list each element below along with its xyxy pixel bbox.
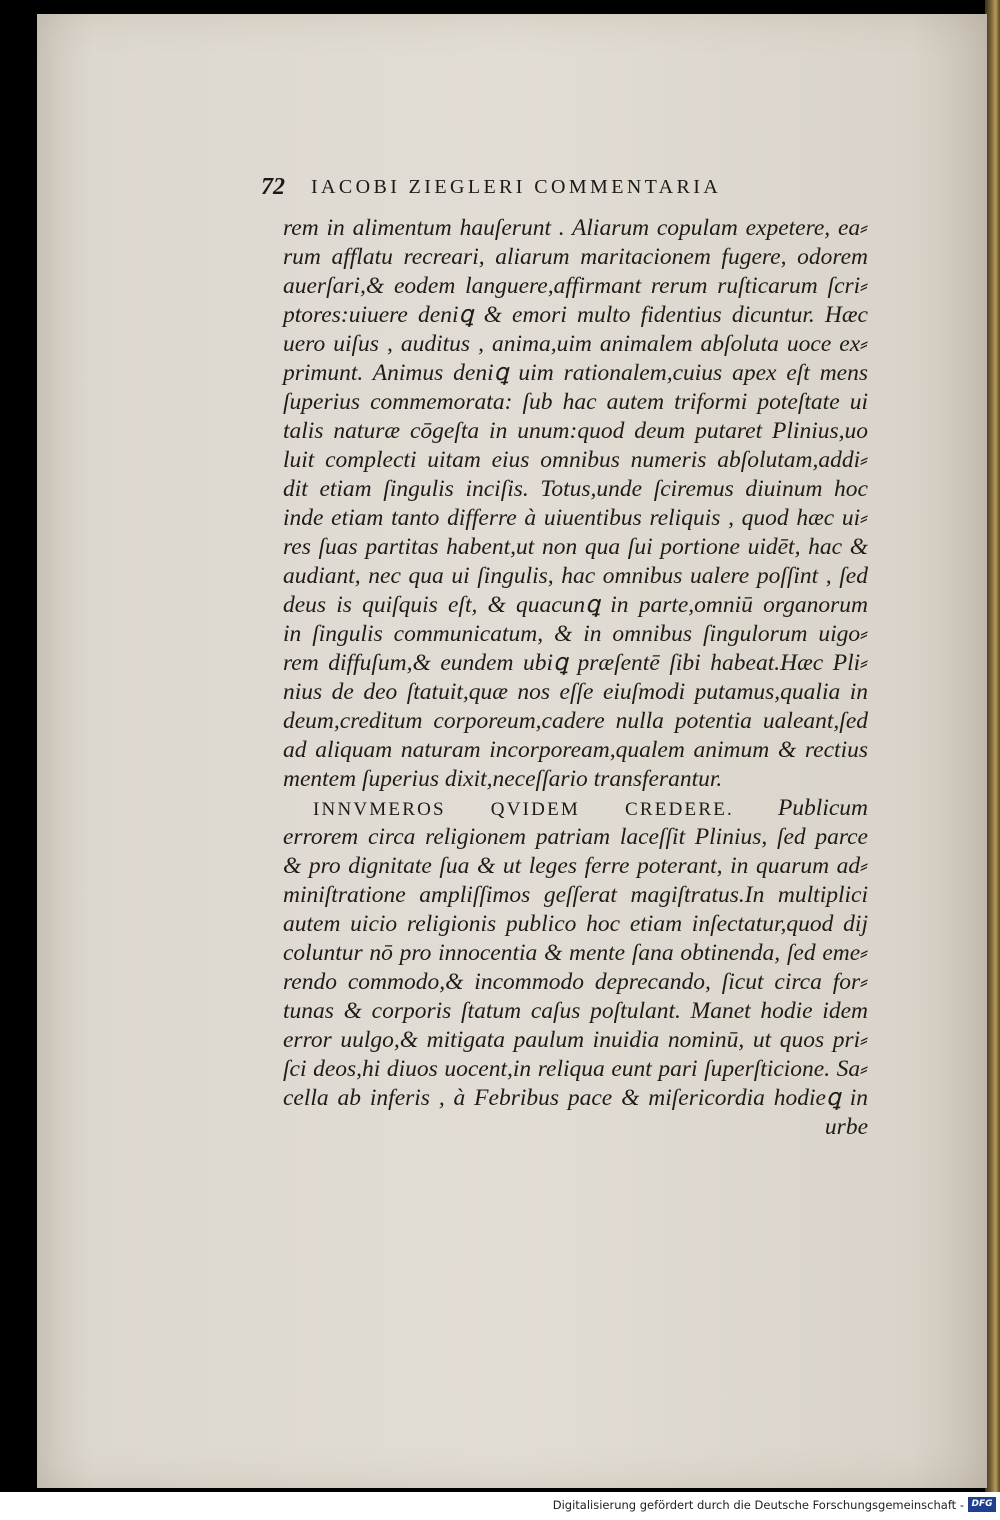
- text-line: ſuperius commemorata: ſub hac autem triformi poteſtate ui: [283, 389, 868, 415]
- text-line: tunas & corporis ſtatum caſus poſtulant. Manet hodie idem: [283, 998, 868, 1024]
- text-line: luit complecti uitam eius omnibus numeris abſolutam,addi⸗: [283, 447, 868, 473]
- text-line: rendo commodo,& incommodo deprecando, ſicut circa for⸗: [283, 969, 868, 995]
- page-number: 72: [261, 174, 285, 200]
- text-line: errorem circa religionem patriam laceſſit Plinius, ſed parce: [283, 824, 868, 850]
- text-line: auerſari,& eodem languere,affirmant rerum ruſticarum ſcri⸗: [283, 273, 868, 299]
- text-line: rem in alimentum hauſerunt . Aliarum copulam expetere, ea⸗: [283, 215, 868, 241]
- page-header: [261, 174, 881, 204]
- text-line: ſci deos,hi diuos uocent,in reliqua eunt pari ſuperſticione. Sa⸗: [283, 1056, 868, 1082]
- text-line: rem diffuſum,& eundem ubiꝗ præſentē ſibi habeat.Hæc Pli⸗: [283, 650, 868, 676]
- lemma-continuation: Publicum: [777, 795, 869, 821]
- text-line: deum,creditum corporeum,cadere nulla potentia ualeant,ſed: [283, 708, 868, 734]
- text-line: rum afflatu recreari, aliarum maritacionem fugere, odorem: [283, 244, 868, 270]
- text-line: & pro dignitate ſua & ut leges ferre poterant, in quarum ad⸗: [283, 853, 868, 879]
- text-line: nius de deo ſtatuit,quæ nos eſſe eiuſmodi putamus,qualia in: [283, 679, 868, 705]
- text-line: dit etiam ſingulis inciſis. Totus,unde ſciremus diuinum hoc: [283, 476, 868, 502]
- text-line: audiant, nec qua ui ſingulis, hac omnibus ualere poſſint , ſed: [283, 563, 868, 589]
- text-line: uero uiſus , auditus , anima,uim animalem abſoluta uoce ex⸗: [283, 331, 868, 357]
- text-line: res ſuas partitas habent,ut non qua ſui portione uidēt, hac &: [283, 534, 868, 560]
- funding-credit: Digitalisierung gefördert durch die Deutsche Forschungsgemeinschaft -: [552, 1498, 964, 1512]
- dfg-logo: DFG: [968, 1497, 996, 1512]
- paragraph-opening-line: [283, 794, 868, 823]
- text-line: inde etiam tanto differre à uiuentibus reliquis , quod hæc ui⸗: [283, 505, 868, 531]
- digitization-footer: [0, 1492, 1000, 1520]
- catchword: urbe: [824, 1114, 868, 1140]
- text-line: error uulgo,& mitigata paulum inuidia nominū, ut quos pri⸗: [283, 1027, 868, 1053]
- text-line: autem uicio religionis publico hoc etiam inſectatur,quod dij: [283, 911, 868, 937]
- text-line: coluntur nō pro innocentia & mente ſana obtinenda, ſed eme⸗: [283, 940, 868, 966]
- lemma-heading: INNVMEROS QVIDEM CREDERE.: [313, 799, 734, 820]
- main-text: [283, 214, 868, 1142]
- text-line: talis naturæ cōgeſta in unum:quod deum putaret Plinius,uo: [283, 418, 868, 444]
- text-line: ad aliquam naturam incorpoream,qualem animum & rectius: [283, 737, 868, 763]
- book-edge: [985, 0, 1000, 1492]
- text-line: deus is quiſquis eſt, & quacunꝗ in parte,omniū organorum: [283, 592, 868, 618]
- text-line: miniſtratione ampliſſimos geſſerat magiſtratus.In multiplici: [283, 882, 868, 908]
- running-head: IACOBI ZIEGLERI COMMENTARIA: [311, 176, 722, 198]
- text-line: primunt. Animus deniꝗ uim rationalem,cuius apex eſt mens: [283, 360, 868, 386]
- text-line: mentem ſuperius dixit,neceſſario transferantur.: [283, 766, 723, 792]
- text-line: in ſingulis communicatum, & in omnibus ſingulorum uigo⸗: [283, 621, 868, 647]
- text-line: ptores:uiuere deniꝗ & emori multo fidentius dicuntur. Hæc: [283, 302, 868, 328]
- text-line: cella ab inferis , à Febribus pace & miſericordia hodieꝗ in: [283, 1085, 868, 1111]
